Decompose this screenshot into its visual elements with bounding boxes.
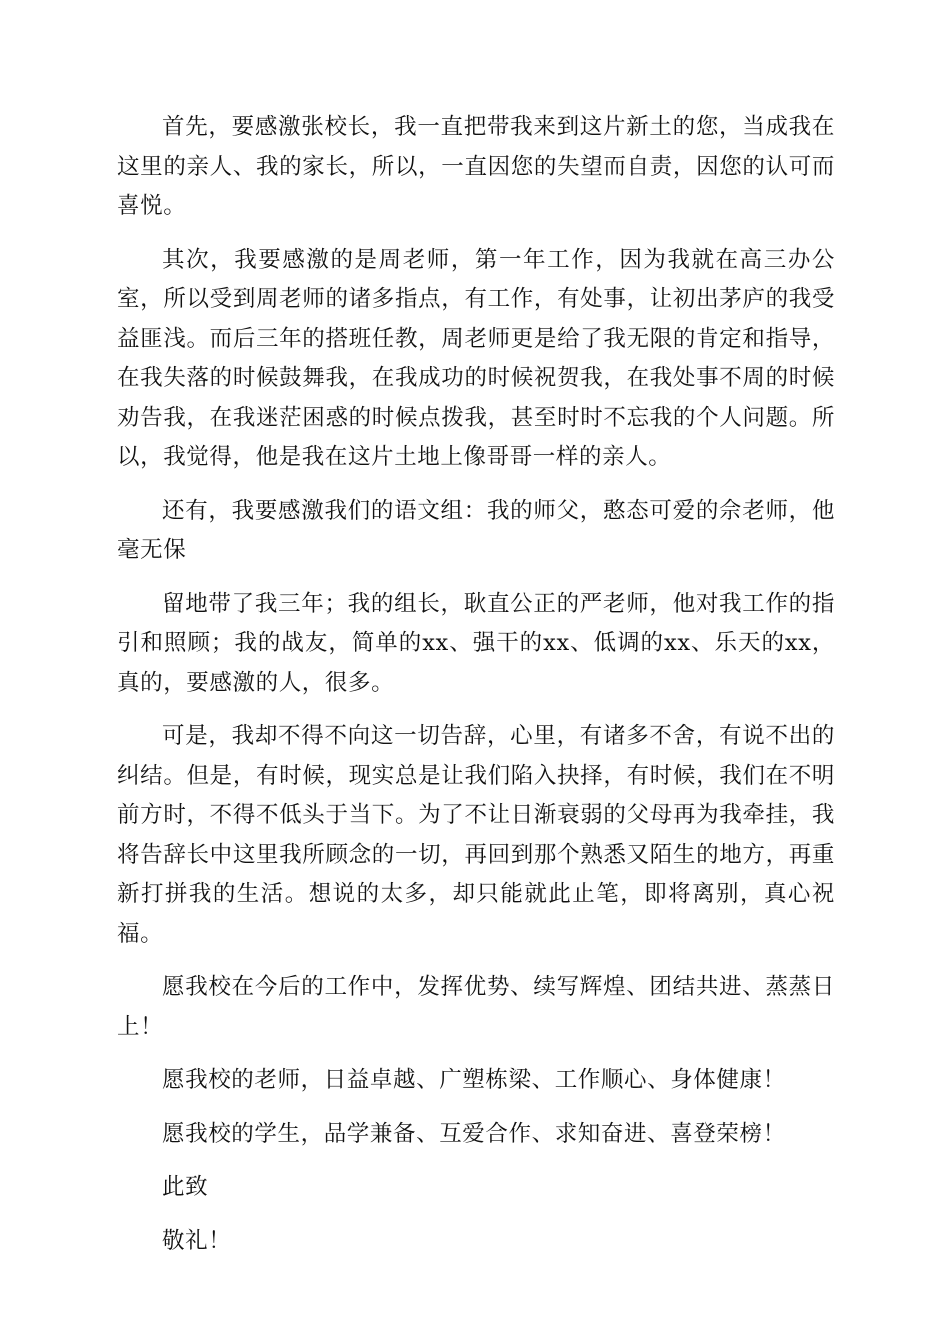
paragraph-thanks-teacher-zhou: 其次，我要感激的是周老师，第一年工作，因为我就在高三办公室，所以受到周老师的诸多指点，有工作，有处事，让初出茅庐的我受益匪浅。而后三年的搭班任教，周老师更是给了我无限的肯定和指导，在我失落的时候鼓舞我，在我成功的时候祝贺我，在我处事不周的时候劝告我，在我迷茫困惑的时候点拨我，甚至时时不忘我的个人问题。所以，我觉得，他是我在这片土地上像哥哥一样的亲人。	[117, 246, 835, 470]
paragraph-thanks-chinese-group: 还有，我要感激我们的语文组：我的师父，憨态可爱的佘老师，他毫无保	[117, 497, 835, 563]
paragraph-wish-teachers: 愿我校的老师，日益卓越、广塑栋梁、工作顺心、身体健康！	[162, 1067, 786, 1093]
paragraph-thanks-principal: 首先，要感激张校长，我一直把带我来到这片新土的您，当成我在这里的亲人、我的家长，所以，一直因您的失望而自责，因您的认可而喜悦。	[117, 114, 835, 219]
paragraph-farewell: 可是，我却不得不向这一切告辞，心里，有诸多不舍，有说不出的纠结。但是，有时候，现实总是让我们陷入抉择，有时候，我们在不明前方时，不得不低头于当下。为了不让日渐衰弱的父母再为我牵挂，我将告辞长中这里我所顾念的一切，再回到那个熟悉又陌生的地方，再重新打拼我的生活。想说的太多，却只能就此止笔，即将离别，真心祝福。	[117, 723, 835, 947]
closing-regards: 敬礼！	[162, 1227, 232, 1254]
closing-salutation: 此致	[162, 1174, 209, 1200]
paragraph-wish-students: 愿我校的学生，品学兼备、互爱合作、求知奋进、喜登荣榜！	[162, 1120, 786, 1147]
paragraph-wish-school: 愿我校在今后的工作中，发挥优势、续写辉煌、团结共进、蒸蒸日上！	[117, 974, 835, 1040]
paragraph-thanks-colleagues: 留地带了我三年；我的组长，耿直公正的严老师，他对我工作的指引和照顾；我的战友，简单的xx、强干的xx、低调的xx、乐天的xx，真的，要感激的人，很多。	[117, 590, 835, 696]
document-body	[117, 108, 835, 1275]
